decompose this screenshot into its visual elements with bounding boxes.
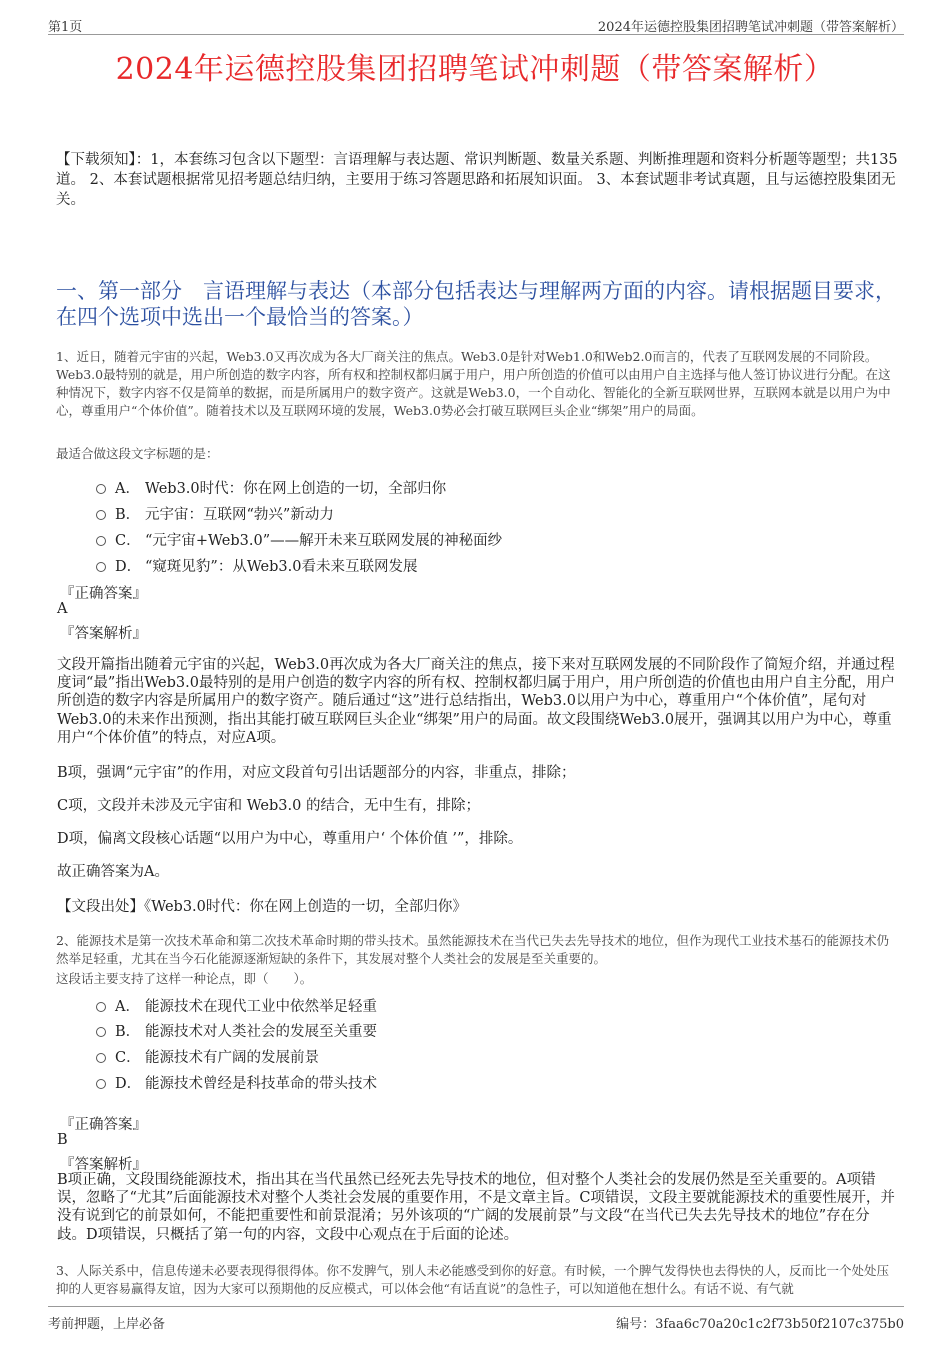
option-text: “窥斑见豹”：从Web3.0看未来互联网发展 <box>145 559 418 575</box>
section-heading: 一、第一部分 言语理解与表达（本部分包括表达与理解两方面的内容。请根据题目要求，在四个选项中选出一个最恰当的答案。） <box>56 279 896 329</box>
option-label: A． <box>115 999 140 1015</box>
q1-analysis-main: 文段开篇指出随着元宇宙的兴起，Web3.0再次成为各大厂商关注的焦点，接下来对互联网发展的不同阶段作了简短介绍，并通过程度词“最”指出Web3.0最特别的是用户创造的数字内容的所有权、控制权都归属于用户，用户所创造的价值也由用户自主分配，用户所创造的数字内容是所属用户的数字资产。随后通过“这”进行总结指出，Web3.0以用户为中心，尊重用户“个体价值”，尾句对Web3.0的未来作出预测，指出其能打破互联网巨头企业“绑架”用户的局面。故文段围绕Web3.0展开，强调其以用户为中心，尊重用户“个体价值”的特点，对应A项。 <box>57 657 895 746</box>
q1-option-a[interactable] <box>96 477 446 498</box>
q1-answer-label: 『正确答案』 <box>60 586 147 602</box>
radio-button-icon[interactable] <box>96 1027 106 1037</box>
question-1-text: 1、近日，随着元宇宙的兴起，Web3.0又再次成为各大厂商关注的焦点。Web3.0是针对Web1.0和Web2.0而言的，代表了互联网发展的不同阶段。Web3.0最特别的就是，用户所创造的数字内容，所有权和控制权都归属于用户，用户所创造的价值可以由用户自主选择与他人签订协议进行分配。在这种情况下，数字内容不仅是简单的数据，而是所属用户的数字资产。这就是Web3.0，一个自动化、智能化的全新互联网世界，互联网本就是以用户为中心，尊重用户“个体价值”。随着技术以及互联网环境的发展，Web3.0势必会打破互联网巨头企业“绑架”用户的局面。 <box>56 349 891 418</box>
option-text: 能源技术有广阔的发展前景 <box>145 1050 319 1066</box>
q1-option-b[interactable] <box>96 503 334 524</box>
radio-button-icon[interactable] <box>96 1002 106 1012</box>
q2-option-d[interactable] <box>96 1072 377 1093</box>
q1-analysis-label: 『答案解析』 <box>60 626 147 642</box>
option-text: “元宇宙+Web3.0”——解开未来互联网发展的神秘面纱 <box>145 533 503 549</box>
footer-slogan: 考前押题，上岸必备 <box>48 1317 166 1332</box>
q2-analysis: B项正确，文段围绕能源技术，指出其在当代虽然已经死去先导技术的地位，但对整个人类社会的发展仍然是至关重要的。A项错误，忽略了“尤其”后面能源技术对整个人类社会发展的重要作用，不是文章主旨。C项错误，文段主要就能源技术的重要性展开，并没有说到它的前景如何，不能把重要性和前景混淆；另外该项的“广阔的发展前景”与文段“在当代已失去先导技术的地位”存在分歧。D项错误，只概括了第一句的内容，文段中心观点在于后面的论述。 <box>57 1172 895 1243</box>
option-text: 能源技术在现代工业中依然举足轻重 <box>145 999 377 1015</box>
q1-analysis-b: B项，强调“元宇宙”的作用，对应文段首句引出话题部分的内容，非重点，排除； <box>57 765 576 781</box>
q2-option-c[interactable] <box>96 1046 319 1067</box>
q2-answer: B <box>57 1132 68 1148</box>
header-page-number: 第1页 <box>48 20 83 35</box>
option-label: D． <box>115 1076 142 1092</box>
radio-button-icon[interactable] <box>96 562 106 572</box>
q1-analysis-conclusion: 故正确答案为A。 <box>57 864 169 880</box>
q1-analysis-d: D项，偏离文段核心话题“以用户为中心，尊重用户‘ 个体价值 ’”，排除。 <box>57 831 523 847</box>
question-2-text: 2、能源技术是第一次技术革命和第二次技术革命时期的带头技术。虽然能源技术在当代已失去先导技术的地位，但作为现代工业技术基石的能源技术仍然举足轻重，尤其在当今石化能源逐渐短缺的条件下，其发展对整个人类社会的发展是至关重要的。 <box>56 933 889 966</box>
radio-button-icon[interactable] <box>96 510 106 520</box>
q1-source: 【文段出处】《Web3.0时代：你在网上创造的一切，全部归你》 <box>57 899 467 915</box>
q2-answer-label: 『正确答案』 <box>60 1117 147 1133</box>
option-text: Web3.0时代：你在网上创造的一切，全部归你 <box>145 481 447 497</box>
option-label: C． <box>115 533 141 549</box>
q1-option-c[interactable] <box>96 529 502 550</box>
option-text: 元宇宙：互联网“勃兴”新动力 <box>145 507 334 523</box>
radio-button-icon[interactable] <box>96 1079 106 1089</box>
radio-button-icon[interactable] <box>96 1053 106 1063</box>
question-1-prompt: 最适合做这段文字标题的是： <box>56 446 219 461</box>
q2-option-a[interactable] <box>96 995 377 1016</box>
q1-analysis-c: C项，文段并未涉及元宇宙和 Web3.0 的结合，无中生有，排除； <box>57 798 480 814</box>
option-label: B． <box>115 507 141 523</box>
q1-option-d[interactable] <box>96 555 417 576</box>
q2-option-b[interactable] <box>96 1020 377 1041</box>
header-doc-title: 2024年运德控股集团招聘笔试冲刺题（带答案解析） <box>597 20 904 35</box>
footer-divider <box>48 1306 904 1307</box>
q2-analysis-label: 『答案解析』 <box>60 1157 147 1173</box>
radio-button-icon[interactable] <box>96 536 106 546</box>
option-label: B． <box>115 1024 141 1040</box>
q1-answer: A <box>57 601 68 617</box>
download-notice: 【下载须知】：1，本套练习包含以下题型：言语理解与表达题、常识判断题、数量关系题、判断推理题和资料分析题等题型；共135道。 2、本套试题根据常见招考题总结归纳，主要用于练习答题思路和拓展知识面。 3、本套试题非考试真题，且与运德控股集团无关。 <box>56 152 898 208</box>
option-text: 能源技术对人类社会的发展至关重要 <box>145 1024 377 1040</box>
footer-doc-id: 编号：3faa6c70a20c1c2f73b50f2107c375b0 <box>616 1317 904 1332</box>
option-label: A． <box>115 481 140 497</box>
page-title: 2024年运德控股集团招聘笔试冲刺题（带答案解析） <box>115 52 835 87</box>
option-label: C． <box>115 1050 141 1066</box>
option-text: 能源技术曾经是科技革命的带头技术 <box>145 1076 377 1092</box>
header-divider <box>48 34 904 35</box>
option-label: D． <box>115 559 142 575</box>
question-2-prompt: 这段话主要支持了这样一种论点，即（ ）。 <box>56 971 313 986</box>
question-3-text: 3、人际关系中，信息传递未必要表现得很得体。你不发脾气，别人未必能感受到你的好意。有时候，一个脾气发得快也去得快的人，反而比一个处处压抑的人更容易赢得友谊，因为大家可以预期他的反应模式，可以体会他“有话直说”的急性子，可以知道他在想什么。有话不说、有气就 <box>56 1263 889 1296</box>
radio-button-icon[interactable] <box>96 484 106 494</box>
